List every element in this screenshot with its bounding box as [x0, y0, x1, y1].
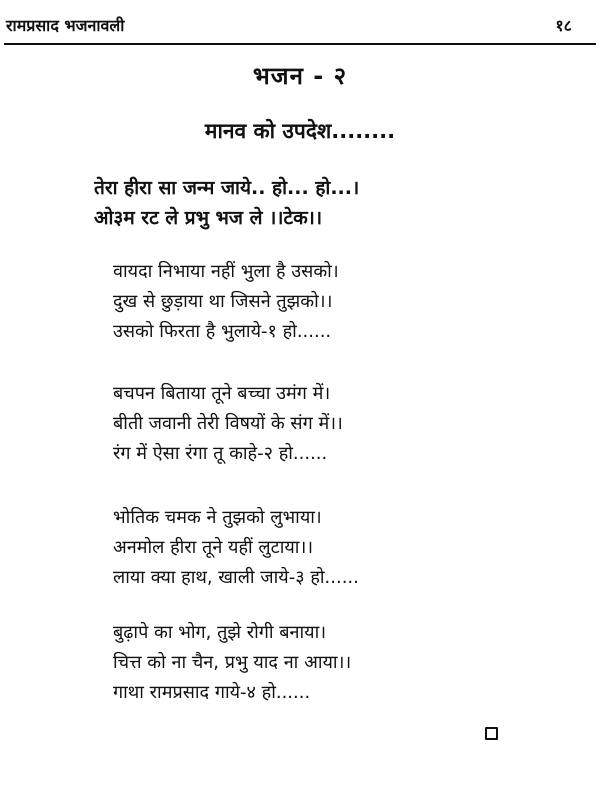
verse-line: बुढ़ापे का भोग, तुझे रोगी बनाया।	[113, 622, 327, 643]
header-divider	[4, 43, 596, 45]
verse-line: लाया क्या हाथ, खाली जाये-३ हो......	[113, 567, 359, 588]
verse-2	[113, 379, 513, 469]
book-title: रामप्रसाद भजनावली	[6, 16, 125, 35]
refrain-line-1: तेरा हीरा सा जन्म जाये.. हो... हो...।	[94, 177, 360, 199]
verse-line: गाथा रामप्रसाद गाये-४ हो......	[113, 682, 311, 703]
verse-1	[113, 257, 513, 347]
verse-line: बीती जवानी तेरी विषयों के संग में।।	[113, 413, 343, 434]
bhajan-subtitle: मानव को उपदेश........	[204, 119, 396, 143]
bhajan-title: भजन - २	[252, 62, 348, 90]
verse-line: दुख से छुड़ाया था जिसने तुझको।।	[113, 291, 333, 312]
verse-4	[113, 618, 513, 708]
verse-line: भोतिक चमक ने तुझको लुभाया।	[113, 507, 322, 528]
verse-line: उसको फिरता है भुलाये-१ हो......	[113, 321, 332, 342]
verse-line: वायदा निभाया नहीं भुला है उसको।	[113, 261, 339, 282]
verse-line: अनमोल हीरा तूने यहीं लुटाया।।	[113, 537, 314, 558]
hollow-square-icon	[485, 727, 498, 740]
verse-line: चित्त को ना चैन, प्रभु याद ना आया।।	[113, 652, 352, 673]
page-header	[0, 14, 600, 42]
page-number: १८	[555, 16, 572, 35]
verse-3	[113, 503, 513, 593]
verse-line: बचपन बिताया तूने बच्चा उमंग में।	[113, 383, 331, 404]
verse-line: रंग में ऐसा रंगा तू काहे-२ हो......	[113, 443, 328, 464]
refrain-line-2: ओ३म रट ले प्रभु भज ले ।।टेक।।	[94, 207, 323, 229]
